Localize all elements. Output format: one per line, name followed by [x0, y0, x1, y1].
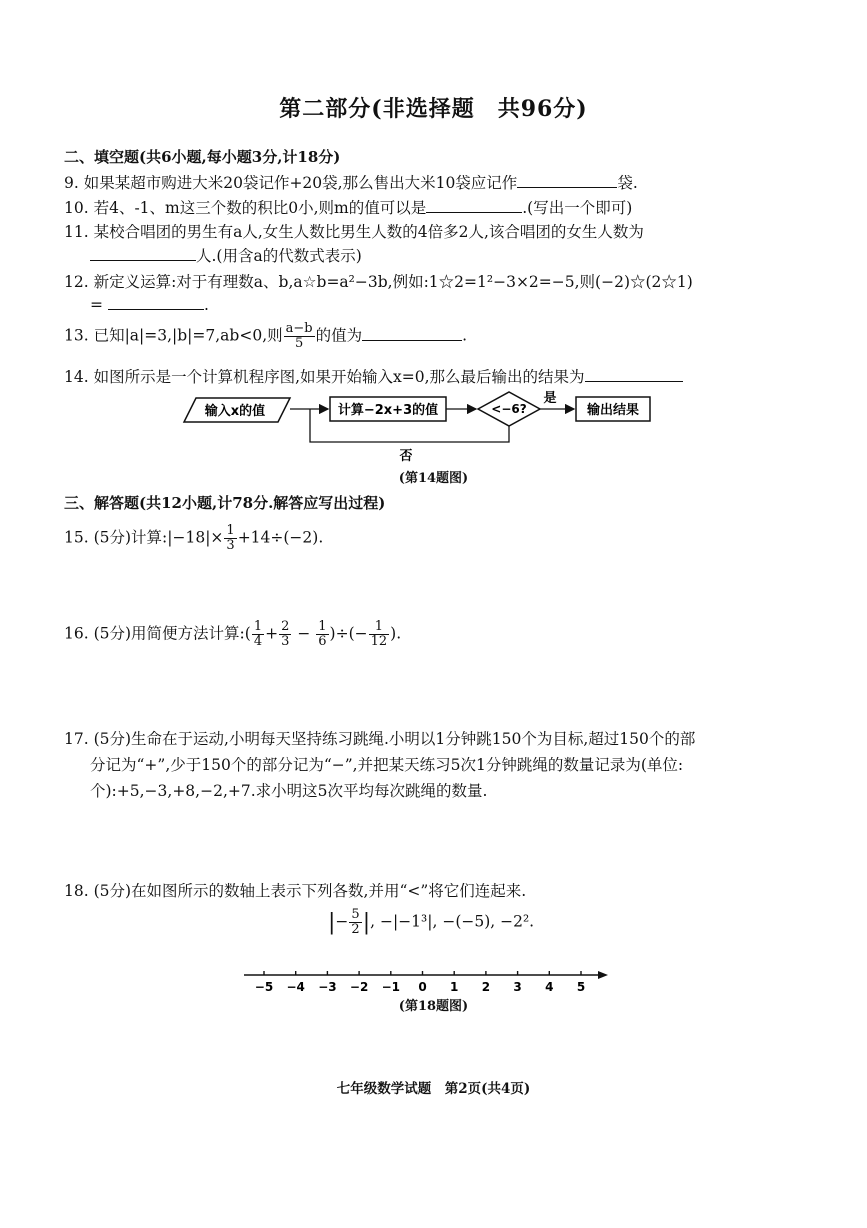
question-12-line2	[90, 295, 209, 314]
q13-post: 的值为	[315, 326, 363, 345]
page-footer: 七年级数学试题 第2页(共4页)	[336, 1081, 531, 1097]
q16-f3-numerator: 1	[318, 619, 327, 634]
question-18-line1: 18. (5分)在如图所示的数轴上表示下列各数,并用“<”将它们连起来.	[64, 882, 527, 900]
q16-f2-numerator: 2	[281, 619, 290, 634]
q16-pre: 16. (5分)用简便方法计算:(	[64, 624, 251, 643]
q11-answer-blank[interactable]	[90, 246, 196, 261]
q16-fraction-4	[369, 620, 390, 649]
q18-denominator: 2	[351, 922, 360, 937]
number-line-tick-label: 2	[481, 980, 491, 994]
question-18-numbers	[328, 908, 534, 937]
q18-abs-minus: −	[335, 912, 349, 931]
number-line-tick-label: −3	[318, 980, 337, 994]
q18-list: , −|−1³|, −(−5), −2².	[370, 912, 535, 931]
q18-numerator: 5	[351, 907, 360, 922]
q16-post: ).	[390, 624, 402, 643]
flowchart-yes-label: 是	[543, 391, 557, 406]
q13-answer-blank[interactable]	[362, 326, 462, 341]
q13-denominator: 5	[294, 336, 304, 351]
abs-bar-right: |	[362, 910, 371, 935]
abs-bar-left: |	[328, 910, 336, 935]
number-line-arrow	[598, 971, 608, 979]
q10-tail: .(写出一个即可)	[522, 199, 633, 217]
q15-denominator: 3	[226, 538, 235, 553]
question-17-line1: 17. (5分)生命在于运动,小明每天坚持练习跳绳.小明以1分钟跳150个为目标,超过150个的部	[64, 730, 696, 748]
number-line-tick-label: 1	[450, 980, 459, 994]
q10-answer-blank[interactable]	[426, 198, 522, 213]
question-17-line3: 个):+5,−3,+8,−2,+7.求小明这5次平均每次跳绳的数量.	[90, 782, 488, 800]
question-17-line2: 分记为“+”,少于150个的部分记为“−”,并把某天练习5次1分钟跳绳的数量记录为(单位:	[90, 756, 684, 774]
question-14	[64, 365, 683, 387]
q13-numerator: a−b	[285, 321, 313, 336]
flowchart-no-label: 否	[399, 449, 413, 464]
question-11-line2	[90, 244, 362, 266]
q18-fraction	[349, 908, 361, 937]
flowchart-output-label: 输出结果	[586, 403, 640, 418]
number-line-tick-label: −2	[349, 980, 369, 994]
q16-plus: +	[265, 624, 279, 643]
number-line-tick-label: −1	[381, 980, 401, 994]
question-10	[64, 196, 632, 218]
q15-numerator: 1	[226, 523, 235, 538]
q13-tail: .	[462, 326, 468, 345]
question-16	[64, 620, 401, 649]
flowchart-input-label: 输入x的值	[204, 404, 266, 419]
question-15	[64, 524, 323, 553]
question-12-line1: 12. 新定义运算:对于有理数a、b,a☆b=a²−3b,例如:1☆2=1²−3×2=−5,则(−2)☆(2☆1)	[64, 273, 693, 291]
q15-pre: 15. (5分)计算:|−18|×	[64, 528, 224, 547]
q13-fraction	[284, 322, 315, 351]
q14-answer-blank[interactable]	[585, 367, 683, 382]
q16-minus: −	[297, 624, 311, 643]
q11-tail: 人.(用含a的代数式表示)	[196, 247, 362, 265]
q16-fraction-2	[279, 620, 291, 649]
q10-text: 10. 若4、-1、m这三个数的积比0小,则m的值可以是	[64, 199, 427, 217]
number-line-tick-label: 3	[513, 980, 522, 994]
flowchart-diagram	[180, 388, 660, 468]
numberline-caption: (第18题图)	[398, 999, 469, 1014]
q16-mid: )÷(−	[329, 624, 368, 643]
section-heading-answer: 三、解答题(共12小题,计78分.解答应写出过程)	[64, 494, 386, 512]
question-13	[64, 322, 467, 351]
q13-pre: 13. 已知|a|=3,|b|=7,ab<0,则	[64, 326, 283, 345]
q16-f4-numerator: 1	[369, 620, 390, 635]
flowchart-caption: (第14题图)	[398, 471, 469, 486]
q16-f2-denominator: 3	[281, 634, 290, 649]
number-line-tick-label: 5	[576, 980, 586, 994]
number-line	[238, 966, 618, 998]
q16-f1-denominator: 4	[253, 634, 263, 649]
q14-text: 14. 如图所示是一个计算机程序图,如果开始输入x=0,那么最后输出的结果为	[64, 368, 585, 386]
q9-answer-blank[interactable]	[517, 173, 617, 188]
q12-answer-blank[interactable]	[108, 295, 204, 310]
question-11-line1: 11. 某校合唱团的男生有a人,女生人数比男生人数的4倍多2人,该合唱团的女生人数为	[64, 223, 644, 241]
number-line-tick-label: 0	[418, 980, 427, 994]
q9-text: 9. 如果某超市购进大米20袋记作+20袋,那么售出大米10袋应记作	[64, 174, 518, 192]
q16-fraction-3	[316, 620, 328, 649]
section-heading-fill-blank: 二、填空题(共6小题,每小题3分,计18分)	[64, 148, 341, 166]
q16-f1-numerator: 1	[253, 619, 263, 634]
number-line-tick-label: −5	[254, 980, 274, 994]
flowchart-compute-label: 计算−2x+3的值	[337, 403, 439, 418]
question-9	[64, 171, 638, 193]
q16-f4-denominator: 12	[370, 634, 388, 649]
q15-post: +14÷(−2).	[237, 528, 324, 547]
q12-eq: =	[90, 296, 103, 314]
flowchart-condition-label: <−6?	[491, 402, 527, 416]
q12-tail: .	[203, 296, 209, 314]
q9-tail: 袋.	[617, 174, 638, 192]
number-line-tick-label: −4	[286, 980, 305, 994]
q15-fraction	[224, 524, 236, 553]
q16-f3-denominator: 6	[318, 634, 327, 649]
number-line-tick-label: 4	[545, 980, 554, 994]
page-title: 第二部分(非选择题 共96分)	[279, 96, 588, 122]
q16-fraction-1	[252, 620, 264, 649]
